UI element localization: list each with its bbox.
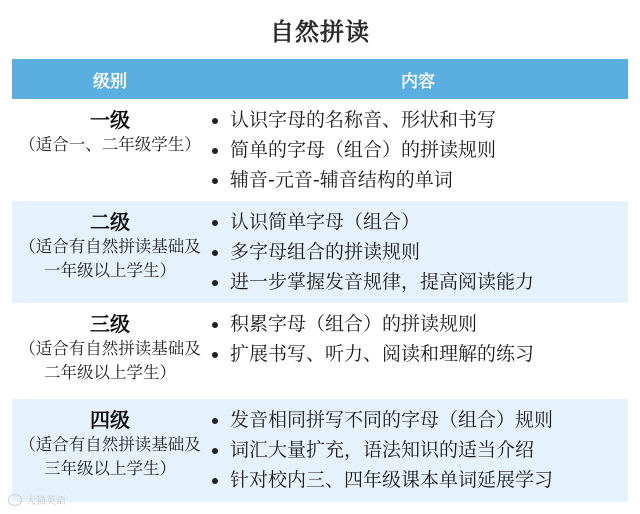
list-item: 扩展书写、听力、阅读和理解的练习: [208, 339, 628, 369]
list-item: 词汇大量扩充，语法知识的适当介绍: [208, 435, 628, 465]
logo-icon: [8, 494, 22, 506]
list-item: 进一步掌握发音规律，提高阅读能力: [208, 267, 628, 297]
levels-table: [12, 59, 628, 502]
content-list: [208, 303, 628, 369]
list-item: 发音相同拼写不同的字母（组合）规则: [208, 405, 628, 435]
level-note: （适合有自然拼读基础及一年级以上学生）: [19, 237, 201, 280]
table-row-level-2: [12, 201, 628, 303]
list-item: 认识简单字母（组合）: [208, 207, 628, 237]
page-title: 自然拼读: [270, 18, 370, 46]
header-level: 级别: [93, 71, 127, 92]
level-cell: [12, 99, 208, 157]
table-row-level-3: [12, 303, 628, 399]
level-name: 二级: [90, 210, 130, 234]
watermark: [8, 492, 66, 507]
level-cell: [12, 201, 208, 283]
table-row-level-4: [12, 399, 628, 502]
list-item: 针对校内三、四年级课本单词延展学习: [208, 465, 628, 495]
table-row-level-1: [12, 99, 628, 201]
level-note: （适合一、二年级学生）: [19, 135, 201, 154]
list-item: 辅音-元音-辅音结构的单词: [208, 165, 628, 195]
list-item: 认识字母的名称音、形状和书写: [208, 105, 628, 135]
level-name: 四级: [90, 408, 130, 432]
header-content: 内容: [401, 71, 435, 92]
table-header: [12, 59, 628, 99]
content-list: [208, 399, 628, 495]
level-cell: [12, 399, 208, 481]
list-item: 多字母组合的拼读规则: [208, 237, 628, 267]
level-note: （适合有自然拼读基础及三年级以上学生）: [19, 435, 201, 478]
content-list: [208, 201, 628, 297]
list-item: 积累字母（组合）的拼读规则: [208, 309, 628, 339]
watermark-text: 大猫英语: [26, 496, 66, 507]
level-note: （适合有自然拼读基础及二年级以上学生）: [19, 339, 201, 382]
list-item: 简单的字母（组合）的拼读规则: [208, 135, 628, 165]
level-cell: [12, 303, 208, 385]
level-name: 一级: [90, 108, 130, 132]
level-name: 三级: [90, 312, 130, 336]
content-list: [208, 99, 628, 195]
